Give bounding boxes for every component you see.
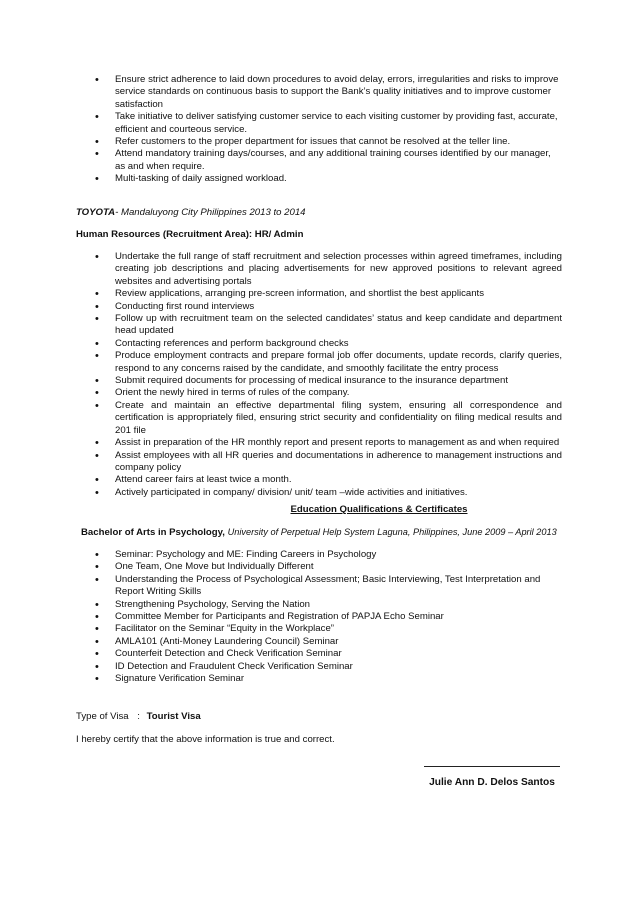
toyota-duty-item: • Follow up with recruitment team on the selected candidates’ status and keep candidate and department head updated [94, 313, 562, 338]
toyota-duty-item: • Contacting references and perform background checks [94, 338, 562, 350]
certificates-list [94, 549, 562, 685]
certificate-item: • Understanding the Process of Psychological Assessment; Basic Interviewing, Test Interpretation and Report Writing Skills [94, 574, 562, 599]
certificate-item: • Seminar: Psychology and ME: Finding Careers in Psychology [94, 549, 562, 561]
company-location-dates: - Mandaluyong City Philippines 2013 to 2014 [115, 207, 306, 218]
company-name: TOYOTA [76, 207, 116, 218]
bank-duty-item: • Multi-tasking of daily assigned workload. [94, 173, 562, 185]
degree-name: Bachelor of Arts in Psychology, [81, 527, 225, 538]
certificate-item: • Committee Member for Participants and Registration of PAPJA Echo Seminar [94, 611, 562, 623]
visa-value: Tourist Visa [146, 711, 201, 722]
visa-separator: : [137, 711, 140, 722]
bank-duties-list [94, 74, 562, 186]
certificate-item: • Counterfeit Detection and Check Verification Seminar [94, 648, 562, 660]
toyota-duty-item: • Assist employees with all HR queries and documentations in adherence to management instructions and company policy [94, 450, 562, 475]
certificate-item: • One Team, One Move but Individually Different [94, 561, 562, 573]
certification-statement: I hereby certify that the above information is true and correct. [76, 734, 335, 745]
toyota-duty-item: • Assist in preparation of the HR monthly report and present reports to management as and when required [94, 437, 562, 449]
job-role: Human Resources (Recruitment Area): HR/ Admin [76, 229, 304, 240]
certificate-item: • Signature Verification Seminar [94, 673, 562, 685]
toyota-duty-item: • Actively participated in company/ division/ unit/ team –wide activities and initiatives. [94, 487, 562, 499]
bank-duty-item: • Take initiative to deliver satisfying customer service to each visiting customer by providing fast, accurate, efficient and courteous service. [94, 111, 562, 136]
school-name: University of Perpetual Help System Laguna, Philippines, June 2009 – April 2013 [227, 527, 557, 537]
toyota-duty-item: • Orient the newly hired in terms of rules of the company. [94, 387, 562, 399]
signature-line [424, 766, 560, 767]
degree-line [81, 526, 557, 539]
toyota-duty-item: • Create and maintain an effective departmental filing system, ensuring all correspondence and certification is appropriately filed, ensuring strict security and confidentiality on filing medical results and 201 file [94, 400, 562, 437]
visa-line [76, 711, 201, 723]
education-heading: Education Qualifications & Certificates [290, 504, 468, 515]
toyota-duty-item: • Submit required documents for processing of medical insurance to the insurance department [94, 375, 562, 387]
toyota-duty-item: • Produce employment contracts and prepare formal job offer documents, update records, clarify queries, respond to any concerns raised by the candidate, and smoothly facilitate the entry process [94, 350, 562, 375]
signature-name: Julie Ann D. Delos Santos [429, 777, 555, 788]
visa-label: Type of Visa [76, 711, 129, 722]
certificate-item: • Strengthening Psychology, Serving the Nation [94, 599, 562, 611]
bank-duty-item: • Refer customers to the proper department for issues that cannot be resolved at the teller line. [94, 136, 562, 148]
certificate-item: • Facilitator on the Seminar “Equity in the Workplace” [94, 623, 562, 635]
toyota-header [76, 207, 306, 219]
toyota-duty-item: • Attend career fairs at least twice a month. [94, 474, 562, 486]
certificate-item: • AMLA101 (Anti-Money Laundering Council) Seminar [94, 636, 562, 648]
toyota-duty-item: • Review applications, arranging pre-screen information, and shortlist the best applicants [94, 288, 562, 300]
toyota-duty-item: • Conducting first round interviews [94, 301, 562, 313]
bank-duty-item: • Ensure strict adherence to laid down procedures to avoid delay, errors, irregularities and risks to improve service standards on continuous basis to support the Bank’s quality initiatives and to improve customer satisfaction [94, 74, 562, 111]
toyota-duties-list [94, 251, 562, 499]
certificate-item: • ID Detection and Fraudulent Check Verification Seminar [94, 661, 562, 673]
bank-duty-item: • Attend mandatory training days/courses, and any additional training courses identified by our manager, as and when require. [94, 148, 562, 173]
toyota-duty-item: • Undertake the full range of staff recruitment and selection processes within agreed timeframes, including creating job descriptions and placing advertisements for new approved positions to relevant agreed websites and advertising portals [94, 251, 562, 288]
